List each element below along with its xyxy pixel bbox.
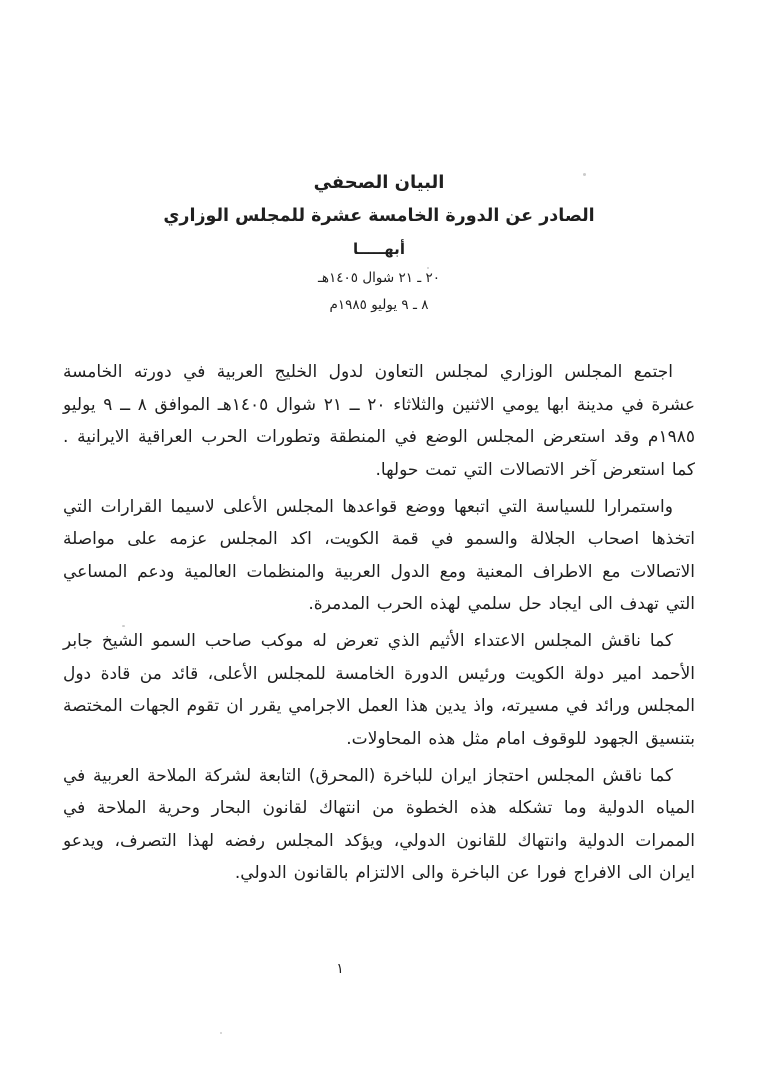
scan-speck (122, 625, 125, 627)
document-body (63, 356, 695, 894)
scan-speck (583, 173, 586, 176)
body-paragraph-3: كما ناقش المجلس الاعتداء الأثيم الذي تعرض له موكب صاحب السمو الشيخ جابر الأحمد امير دولة الكويت ورئيس الدورة الخامسة للمجلس الأعلى، قائد من قادة دول المجلس ورائد في مسيرته، واذ يدين هذا العمل الاجرامي يقرر ان تقوم الجهات المختصة بتنسيق الجهود للوقوف امام مثل هذه المحاولات. (63, 631, 695, 749)
page-number: ١ (336, 961, 344, 977)
document-subtitle: الصادر عن الدورة الخامسة عشرة للمجلس الوزاري (163, 206, 595, 226)
body-paragraph-1: اجتمع المجلس الوزاري لمجلس التعاون لدول الخليج العربية في دورته الخامسة عشرة في مدينة ابها يومي الاثنين والثلاثاء ٢٠ ــ ٢١ شوال ١٤٠٥هـ الموافق ٨ ــ ٩ يوليو ١٩٨٥م وقد استعرض المجلس الوضع في المنطقة وتطورات الحرب العراقية الايرانية . كما استعرض آخر الاتصالات التي تمت حولها. (63, 362, 696, 480)
scan-speck (427, 267, 429, 269)
location-line: أبهـــــا (353, 240, 405, 258)
document-title: البيان الصحفي (313, 172, 445, 193)
body-paragraph-4: كما ناقش المجلس احتجاز ايران للباخرة (المحرق) التابعة لشركة الملاحة العربية في المياه الدولية وما تشكله هذه الخطوة من انتهاك لقانون البحار وحرية الملاحة في الممرات الدولية وانتهاك للقانون الدولي، ويؤكد المجلس رفضه لهذا التصرف، ويدعو ايران الى الافراج فورا عن الباخرة والى الالتزام بالقانون الدولي. (63, 765, 695, 883)
hijri-date-line: ٢٠ ـ ٢١ شوال ١٤٠٥هـ (317, 270, 441, 286)
body-paragraph-2: واستمرارا للسياسة التي اتبعها ووضع قواعدها المجلس الأعلى لاسيما القرارات التي اتخذها اصحاب الجلالة والسمو في قمة الكويت، اكد المجلس عزمه على مواصلة الاتصالات مع الاطراف المعنية ومع الدول العربية والمنظمات العالمية ودعم المساعي التي تهدف الى ايجاد حل سلمي لهذه الحرب المدمرة. (63, 496, 695, 614)
gregorian-date-line: ٨ ـ ٩ يوليو ١٩٨٥م (329, 297, 429, 313)
scan-speck (220, 1032, 222, 1034)
